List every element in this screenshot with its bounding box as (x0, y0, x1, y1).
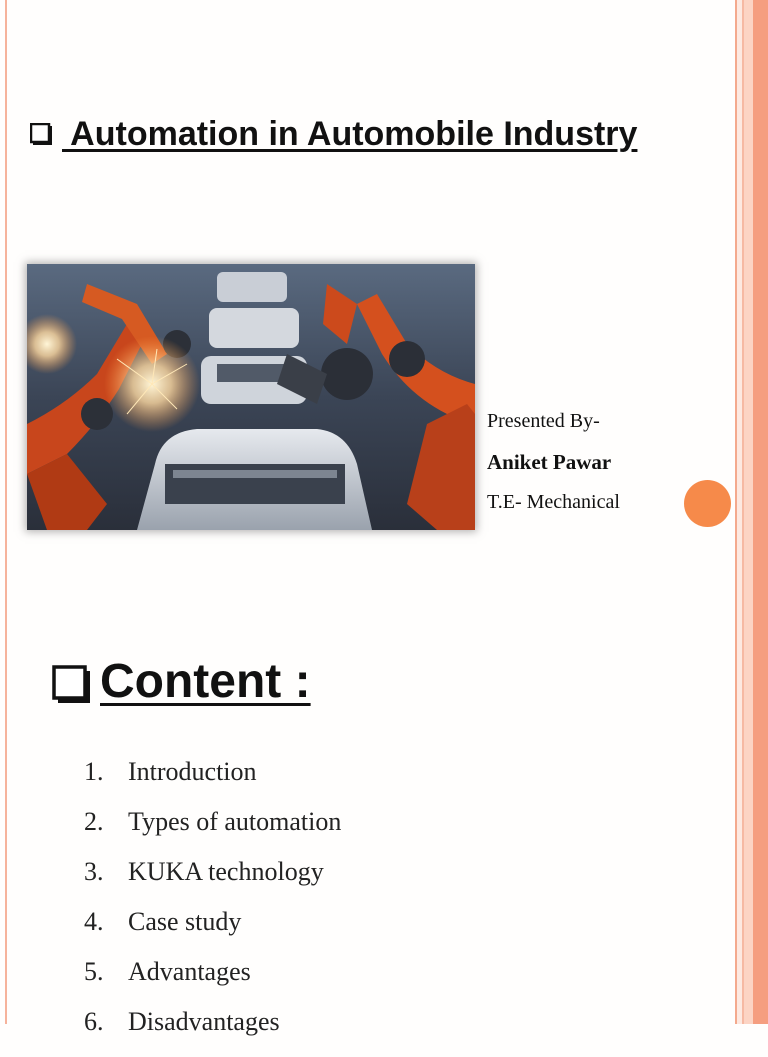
list-item-number: 6. (84, 1007, 104, 1036)
list-item-number: 4. (84, 907, 104, 936)
left-border-line (5, 0, 7, 1024)
list-item (84, 957, 341, 1007)
list-item (84, 1007, 341, 1057)
presented-by-label: Presented By- (487, 410, 600, 432)
list-item (84, 857, 341, 907)
right-decor-stripe (753, 0, 768, 1024)
list-item-text: Types of automation (128, 807, 342, 836)
slide-title (30, 115, 637, 154)
list-item (84, 907, 341, 957)
list-item-number: 1. (84, 757, 104, 786)
list-item-number: 3. (84, 857, 104, 886)
presenter-department: T.E- Mechanical (487, 491, 620, 513)
list-item-number: 2. (84, 807, 104, 836)
list-item (84, 757, 341, 807)
list-item (84, 807, 341, 857)
presenter-name: Aniket Pawar (487, 450, 612, 474)
content-heading-text: Content : (100, 655, 311, 708)
orange-circle-decoration (684, 480, 731, 527)
content-list (84, 757, 341, 1057)
list-item-text: Case study (128, 907, 242, 936)
list-item-text: Introduction (128, 757, 257, 786)
checkbox-bullet-icon (30, 123, 54, 147)
slide-title-text: Automation in Automobile Industry (62, 115, 638, 153)
list-item-text: KUKA technology (128, 857, 324, 886)
list-item-text: Advantages (128, 957, 251, 986)
list-item-text: Disadvantages (128, 1007, 280, 1036)
checkbox-bullet-icon (52, 662, 92, 702)
list-item-number: 5. (84, 957, 104, 986)
right-decor-stripe (744, 0, 753, 1024)
content-heading (52, 654, 311, 709)
assembly-line-photo (27, 264, 475, 530)
